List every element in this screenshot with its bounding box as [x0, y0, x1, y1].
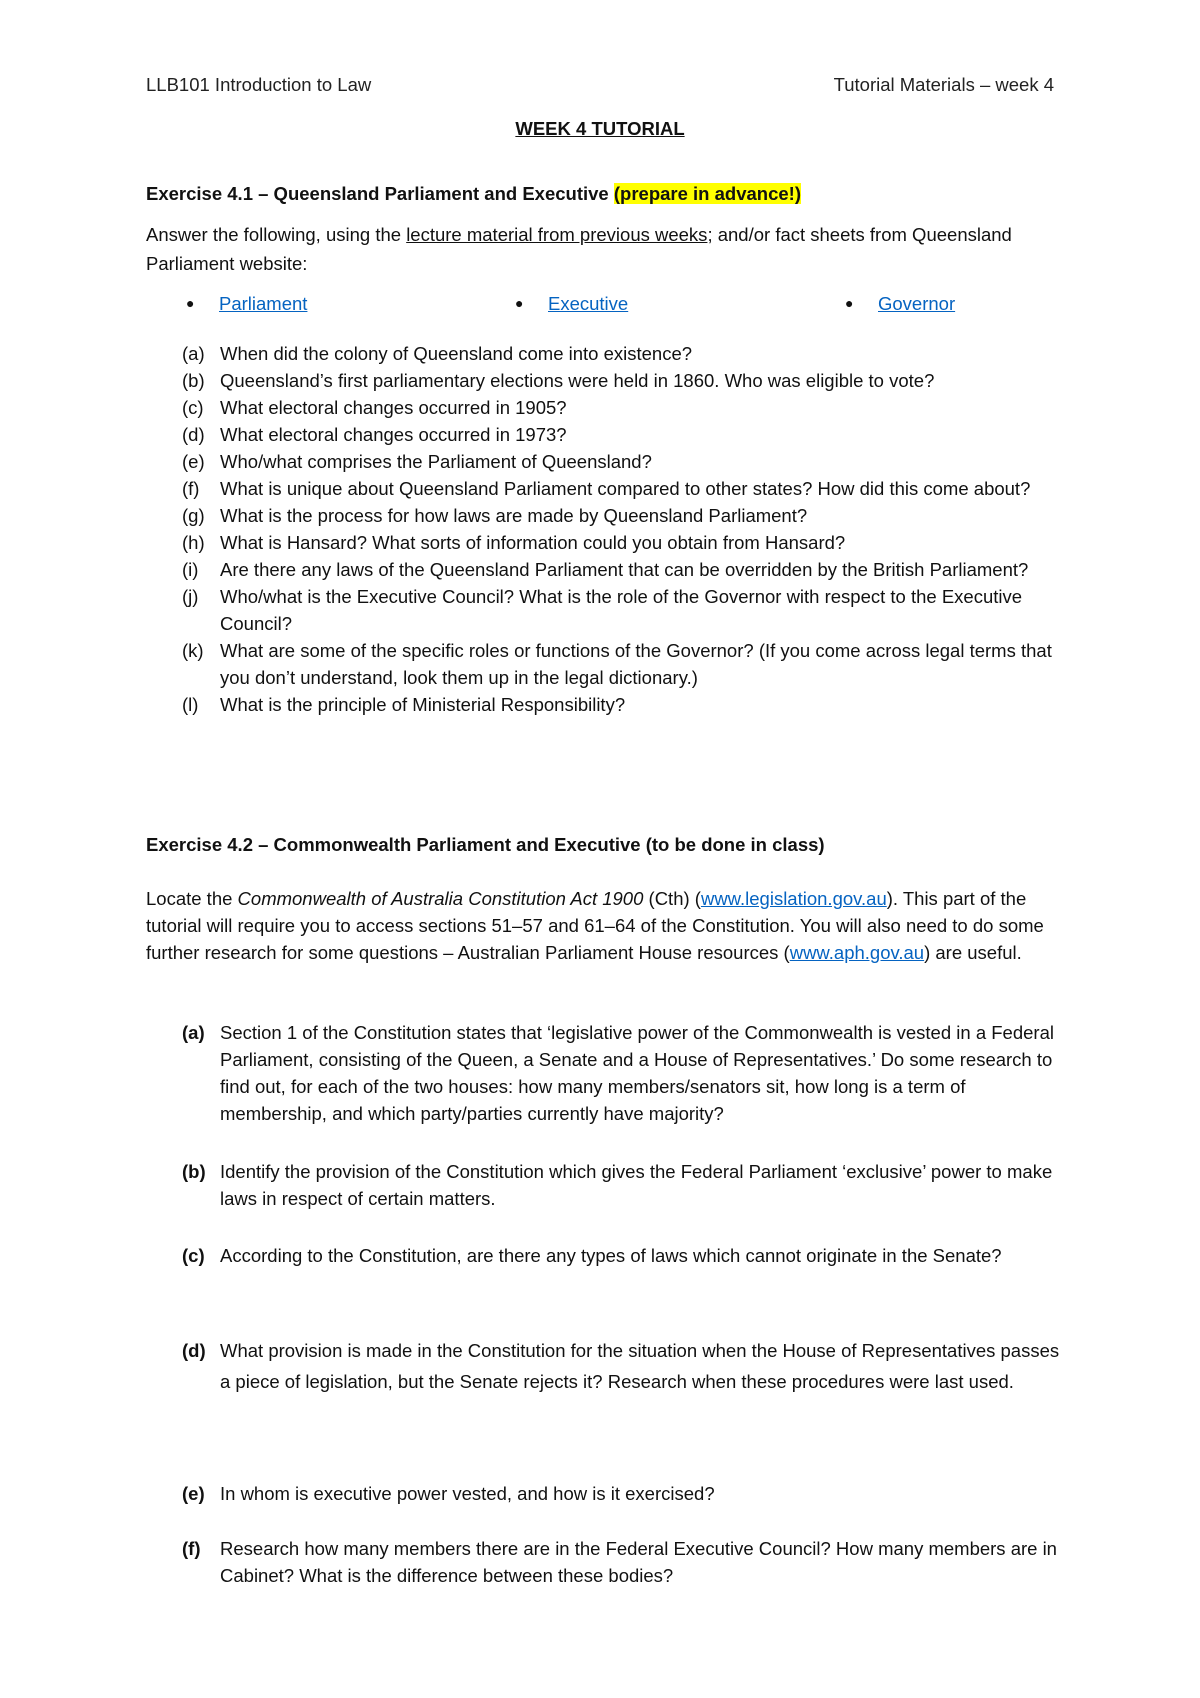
question-4-1-d: [146, 421, 1066, 448]
question-4-1-b: [146, 367, 1066, 394]
intro-text-c: ). This part of the tutorial will require you to access sections 51–57 and 61–64 of the Constitution. You will also need to do some further research for some questions – Australian Parliament House resources (: [146, 888, 1044, 963]
question-label: (l): [182, 694, 199, 715]
question-label: (b): [182, 370, 205, 391]
question-4-2-a: [146, 1019, 1066, 1127]
question-4-1-f: [146, 475, 1066, 502]
question-4-2-c: [146, 1240, 1066, 1271]
bullet-parliament: [186, 290, 308, 317]
question-text: Queensland’s first parliamentary elections were held in 1860. Who was eligible to vote?: [220, 370, 935, 391]
question-4-1-h: [146, 529, 1066, 556]
question-text: In whom is executive power vested, and how is it exercised?: [220, 1483, 715, 1504]
question-text: What is the principle of Ministerial Responsibility?: [220, 694, 626, 715]
question-4-2-d: [146, 1335, 1066, 1397]
question-text: Are there any laws of the Queensland Parliament that can be overridden by the British Parliament?: [220, 559, 1029, 580]
page-title: WEEK 4 TUTORIAL: [515, 118, 685, 139]
question-4-2-f: [146, 1535, 1066, 1589]
question-4-1-j: [146, 583, 1066, 637]
question-4-1-i: [146, 556, 1066, 583]
question-label: (e): [182, 1483, 205, 1504]
bullet-executive: [515, 290, 629, 317]
parliament-link[interactable]: Parliament: [219, 293, 308, 314]
lecture-material-link[interactable]: lecture material from previous weeks: [406, 224, 708, 245]
bullet-governor: [845, 290, 956, 317]
exercise-4-1-heading: [146, 180, 1056, 207]
exercise-4-2-question-c: [146, 1240, 1066, 1271]
question-label: (d): [182, 424, 205, 445]
prepare-highlight: (prepare in advance!): [613, 183, 801, 204]
exercise-4-1-heading-text: Exercise 4.1 – Queensland Parliament and Executive: [146, 183, 614, 204]
exercise-4-1-questions: [146, 340, 1066, 718]
intro-text-a: Locate the: [146, 888, 238, 909]
question-text: What is Hansard? What sorts of information could you obtain from Hansard?: [220, 532, 846, 553]
question-text: What provision is made in the Constitution for the situation when the House of Representatives passes a piece of legislation, but the Senate rejects it? Research when these procedures were last used.: [220, 1340, 1060, 1392]
exercise-4-2-question-e: [146, 1480, 1066, 1507]
intro-text-b: (Cth) (: [643, 888, 701, 909]
question-text: What electoral changes occurred in 1973?: [220, 424, 567, 445]
question-4-1-k: [146, 637, 1066, 691]
question-label: (h): [182, 532, 205, 553]
question-label: (f): [182, 1538, 201, 1559]
bullet-icon: ●: [515, 295, 524, 311]
question-label: (j): [182, 586, 199, 607]
question-label: (k): [182, 640, 204, 661]
exercise-4-2-question-d: [146, 1335, 1066, 1397]
fact-sheet-links: [0, 290, 1200, 318]
question-text: Who/what is the Executive Council? What is the role of the Governor with respect to the Executive Council?: [220, 586, 1023, 634]
question-label: (a): [182, 343, 205, 364]
header-course: LLB101 Introduction to Law: [146, 74, 372, 95]
question-text: What are some of the specific roles or functions of the Governor? (If you come across legal terms that you don’t understand, look them up in the legal dictionary.): [220, 640, 1052, 688]
executive-link[interactable]: Executive: [548, 293, 629, 314]
question-text: Who/what comprises the Parliament of Queensland?: [220, 451, 652, 472]
intro-text-d: ) are useful.: [924, 942, 1022, 963]
question-text: When did the colony of Queensland come into existence?: [220, 343, 693, 364]
intro-text-a: Answer the following, using the: [146, 224, 407, 245]
constitution-act-title: Commonwealth of Australia Constitution Act 1900: [237, 888, 644, 909]
question-4-2-b: [146, 1158, 1066, 1212]
bullet-icon: ●: [845, 295, 854, 311]
question-text: According to the Constitution, are there any types of laws which cannot originate in the Senate?: [220, 1245, 1002, 1266]
question-text: Research how many members there are in the Federal Executive Council? How many members are in Cabinet? What is the difference between these bodies?: [220, 1538, 1057, 1586]
question-text: Section 1 of the Constitution states that ‘legislative power of the Commonwealth is vested in a Federal Parliament, consisting of the Queen, a Senate and a House of Representatives.’ Do some research to find out, for each of the two houses: how many members/senators sit, how long is a term of membership, and which party/parties currently have majority?: [220, 1022, 1054, 1124]
question-label: (c): [182, 397, 204, 418]
question-label: (e): [182, 451, 205, 472]
question-4-1-l: [146, 691, 1066, 718]
intro-text-b: ; and/or fact sheets from Queensland Parliament website:: [146, 224, 1012, 274]
aph-link[interactable]: www.aph.gov.au: [789, 942, 925, 963]
question-label: (a): [182, 1022, 205, 1043]
exercise-4-1-intro: [146, 220, 1046, 278]
question-4-1-a: [146, 340, 1066, 367]
question-4-1-c: [146, 394, 1066, 421]
header-materials: Tutorial Materials – week 4: [833, 74, 1054, 95]
question-4-2-e: [146, 1480, 1066, 1507]
question-label: (f): [182, 478, 200, 499]
exercise-4-2-questions: [146, 1019, 1066, 1127]
governor-link[interactable]: Governor: [878, 293, 956, 314]
question-text: What is the process for how laws are made by Queensland Parliament?: [220, 505, 808, 526]
question-text: What electoral changes occurred in 1905?: [220, 397, 567, 418]
question-label: (d): [182, 1340, 206, 1361]
question-label: (i): [182, 559, 199, 580]
exercise-4-2-intro: [146, 885, 1066, 966]
question-label: (b): [182, 1161, 206, 1182]
question-text: Identify the provision of the Constitution which gives the Federal Parliament ‘exclusive’ power to make laws in respect of certain matters.: [220, 1161, 1053, 1209]
question-4-1-e: [146, 448, 1066, 475]
question-label: (g): [182, 505, 205, 526]
exercise-4-2-question-f: [146, 1535, 1066, 1589]
exercise-4-2-heading: Exercise 4.2 – Commonwealth Parliament and Executive (to be done in class): [146, 834, 825, 855]
question-label: (c): [182, 1245, 205, 1266]
bullet-icon: ●: [186, 295, 195, 311]
exercise-4-2-question-b: [146, 1158, 1066, 1212]
legislation-link[interactable]: www.legislation.gov.au: [700, 888, 887, 909]
question-text: What is unique about Queensland Parliament compared to other states? How did this come about?: [220, 478, 1031, 499]
question-4-1-g: [146, 502, 1066, 529]
